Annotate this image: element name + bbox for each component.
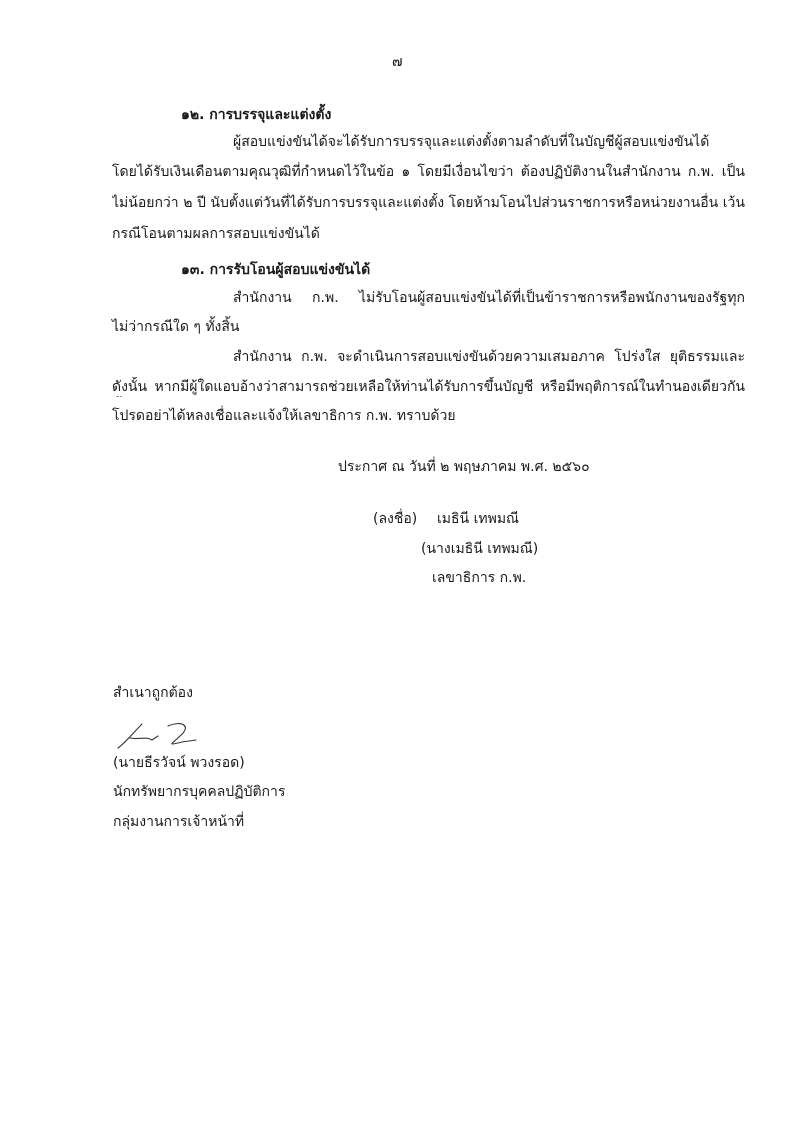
section-12-line: กรณีโอนตามผลการสอบแข่งขันได้ bbox=[112, 226, 320, 242]
section-13-line: สำนักงาน ก.พ. ไม่รับโอนผู้สอบแข่งขันได้ที่เป็นข้าราชการหรือพนักงานของรัฐทุก bbox=[233, 290, 745, 306]
section-12-line: ไม่น้อยกว่า ๒ ปี นับตั้งแต่วันที่ได้รับการบรรจุและแต่งตั้ง โดยห้ามโอนไปส่วนราชการหรือหน่วยงานอื่น เว้น bbox=[112, 195, 745, 211]
signed-name: เมธินี เทพมณี bbox=[437, 511, 520, 527]
section-12-line: ผู้สอบแข่งขันได้จะได้รับการบรรจุและแต่งตั้งตามลำดับที่ในบัญชีผู้สอบแข่งขันได้ bbox=[233, 134, 710, 150]
section-12-line: โดยได้รับเงินเดือนตามคุณวุฒิที่กำหนดไว้ในข้อ ๑ โดยมีเงื่อนไขว่า ต้องปฏิบัติงานในสำนักงาน ก.พ. เป็น bbox=[112, 164, 745, 180]
certifier-position: นักทรัพยากรบุคคลปฏิบัติการ bbox=[113, 784, 286, 800]
page-number: ๗ bbox=[392, 54, 403, 70]
certified-copy-label: สำเนาถูกต้อง bbox=[113, 685, 193, 701]
notice-line: สำนักงาน ก.พ. จะดำเนินการสอบแข่งขันด้วยความเสมอภาค โปร่งใส ยุติธรรมและ bbox=[233, 349, 745, 365]
handwritten-signature bbox=[112, 718, 212, 752]
certifier-name: (นายธีรวัจน์ พวงรอด) bbox=[113, 755, 245, 771]
signed-label: (ลงชื่อ) bbox=[373, 511, 418, 527]
announcement-date: ประกาศ ณ วันที่ ๒ พฤษภาคม พ.ศ. ๒๕๖๐ bbox=[338, 459, 590, 475]
signatory-full-name: (นางเมธินี เทพมณี) bbox=[421, 541, 539, 557]
certifier-unit: กลุ่มงานการเจ้าหน้าที่ bbox=[113, 814, 245, 830]
section-12-heading: ๑๒. การบรรจุและแต่งตั้ง bbox=[181, 107, 332, 123]
section-13-line: ไม่ว่ากรณีใด ๆ ทั้งสิ้น bbox=[112, 319, 240, 335]
section-13-heading: ๑๓. การรับโอนผู้สอบแข่งขันได้ bbox=[181, 262, 371, 278]
notice-line: ดังนั้น หากมีผู้ใดแอบอ้างว่าสามารถช่วยเหลือให้ท่านได้รับการขึ้นบัญชี หรือมีพฤติการณ์ในทำนองเดียวกัน bbox=[112, 379, 745, 395]
signatory-position: เลขาธิการ ก.พ. bbox=[432, 570, 527, 586]
notice-line: โปรดอย่าได้หลงเชื่อและแจ้งให้เลขาธิการ ก.พ. ทราบด้วย bbox=[112, 408, 456, 424]
